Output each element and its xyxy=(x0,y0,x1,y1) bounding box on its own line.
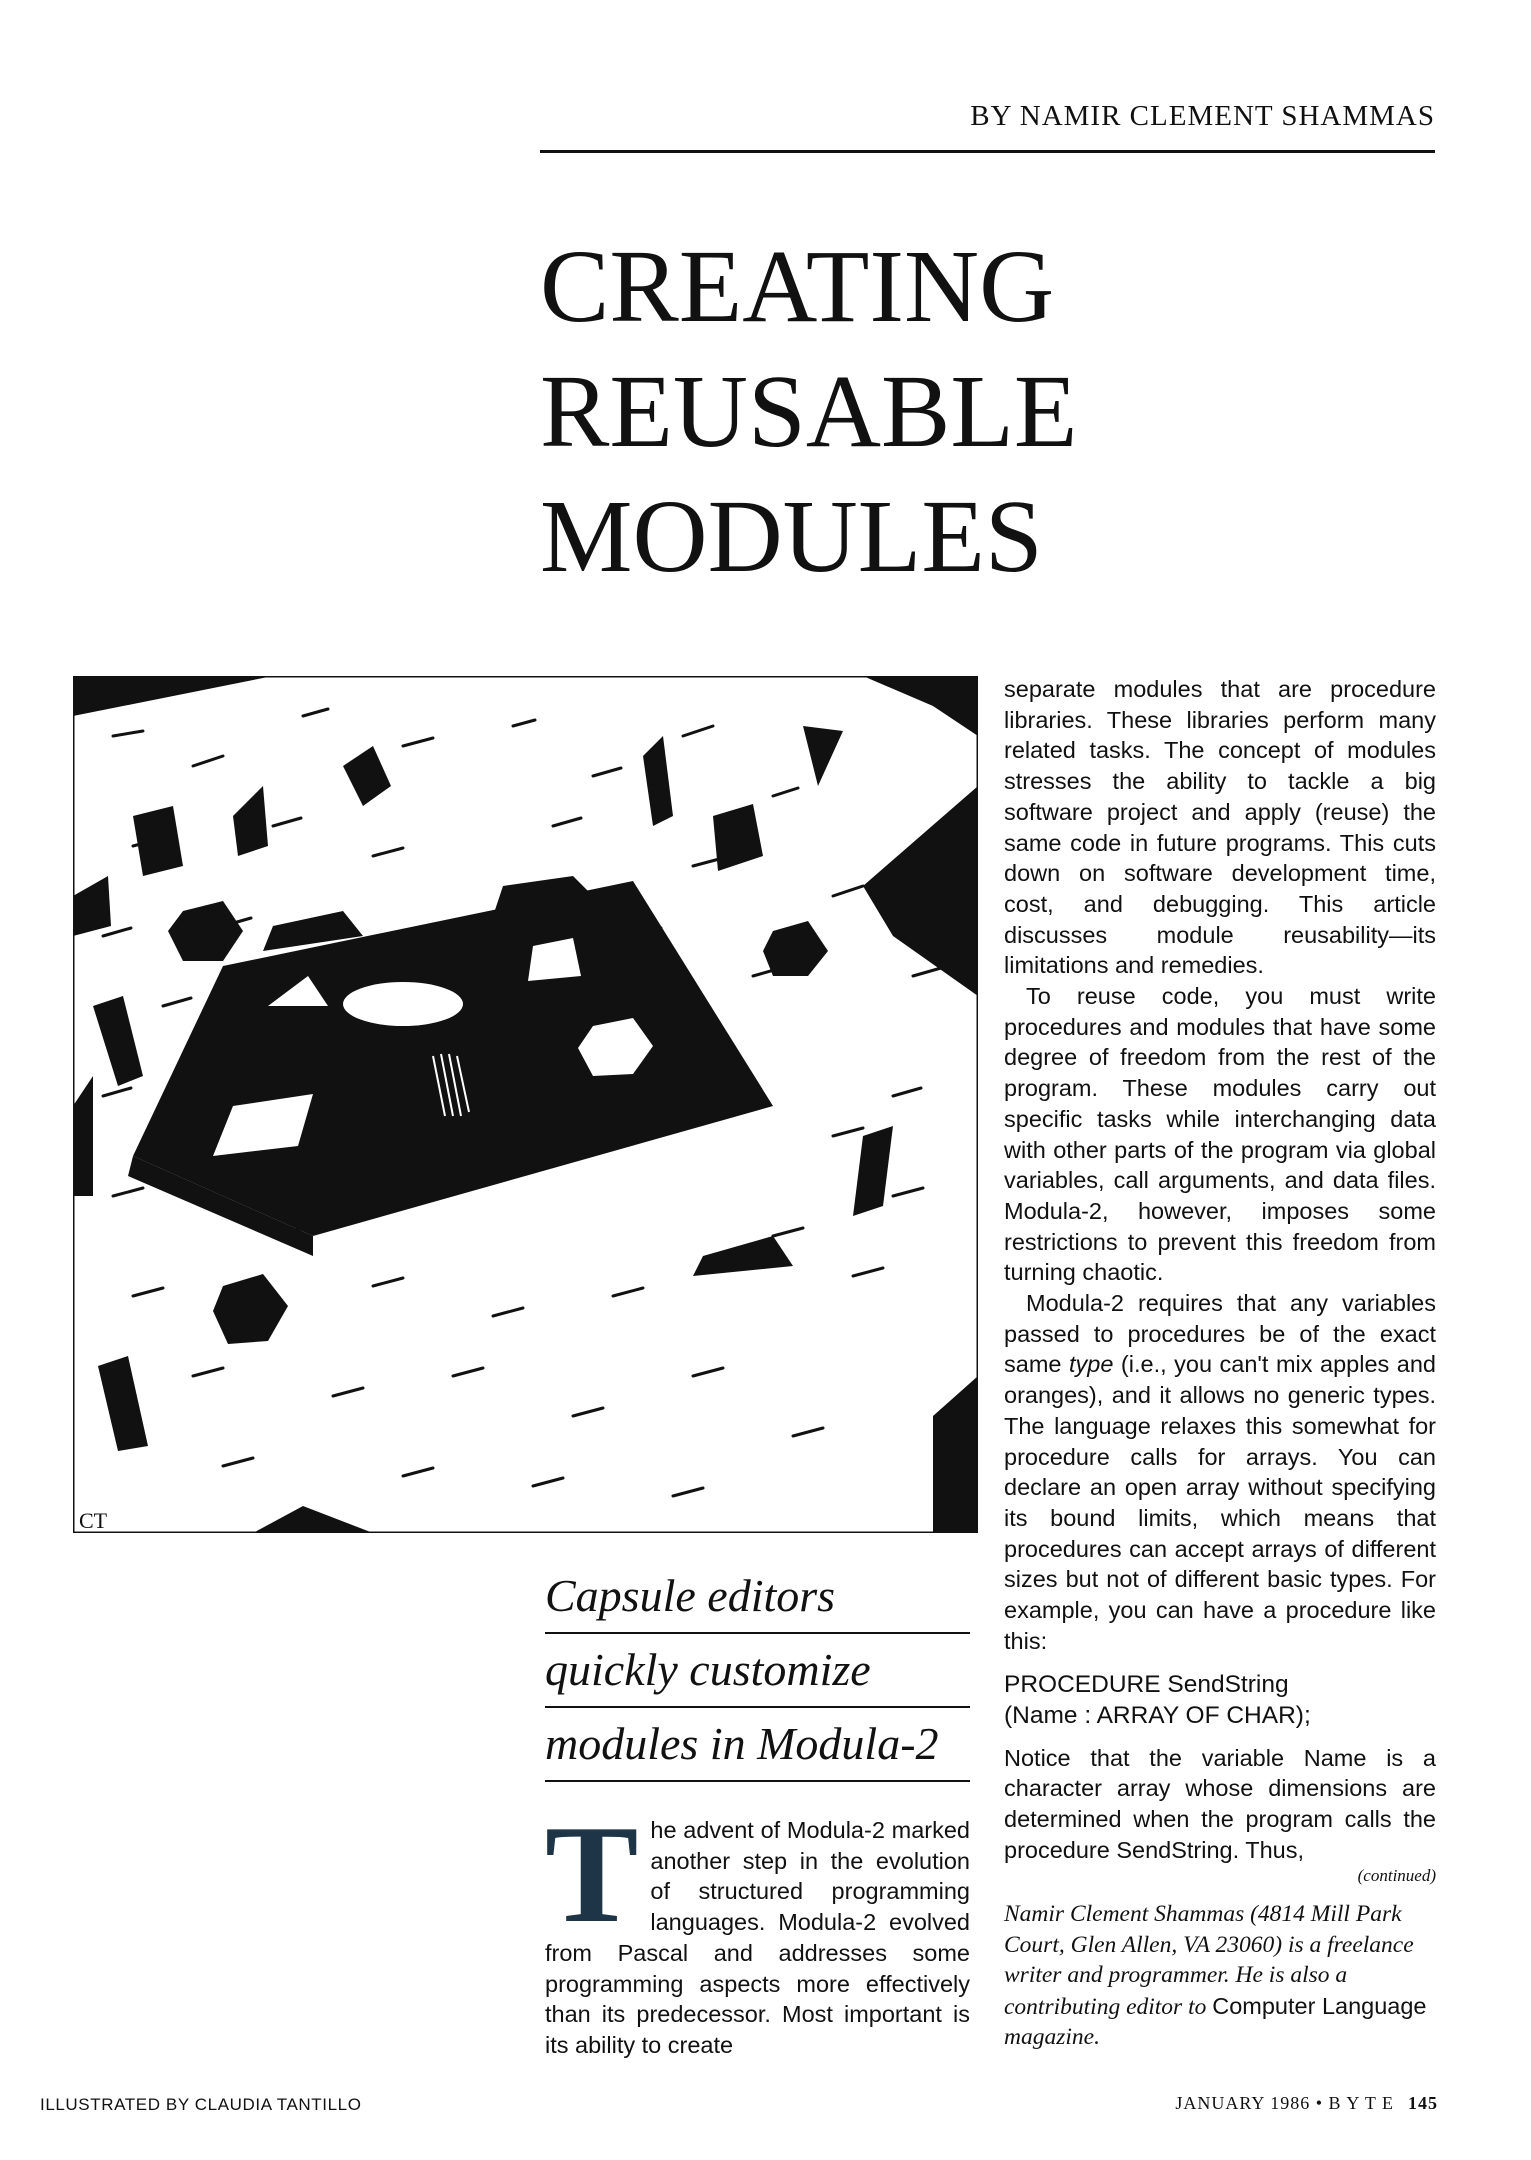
issue-date: JANUARY 1986 • B Y T E xyxy=(1175,2093,1394,2113)
bio-part-a: Namir Clement Shammas (4814 Mill Park Court, Glen Allen, VA 23060) is a freelance writer and programmer. He is also a contributing editor to xyxy=(1004,1901,1414,2020)
paragraph-3-part-a: Modula-2 requires that any variables passed to procedures be of the exact same xyxy=(1004,1290,1436,1378)
deck xyxy=(545,1560,970,1782)
body-column-right xyxy=(1004,674,1436,2053)
emphasis-type: type xyxy=(1068,1351,1114,1378)
title-line-2: REUSABLE xyxy=(540,353,1078,469)
body-left-text: he advent of Modula-2 marked another step in the evolution of structured programming languages. Modula-2 evolved from Pascal and addresses some programming aspects more effectively than its predecessor. Most important is its ability to create xyxy=(545,1817,970,2058)
illustration-credit: ILLUSTRATED BY CLAUDIA TANTILLO xyxy=(40,2095,362,2114)
illustrator-signature: CT xyxy=(79,1508,108,1533)
continued-label: (continued) xyxy=(1357,1866,1436,1886)
code-listing xyxy=(1004,1669,1436,1731)
header-rule xyxy=(540,150,1435,153)
code-line-2: (Name : ARRAY OF CHAR); xyxy=(1004,1701,1311,1729)
bio-magazine-name: Computer Language xyxy=(1212,1992,1427,2019)
title-line-1: CREATING xyxy=(540,229,1055,344)
deck-line-1: Capsule editors xyxy=(545,1560,970,1634)
author-bio xyxy=(1004,1899,1436,2053)
drop-cap: T xyxy=(545,1797,639,1952)
paragraph-3 xyxy=(1004,1288,1436,1656)
paragraph-3-part-b: (i.e., you can't mix apples and oranges), and it allows no generic types. The language relaxes this somewhat for procedure calls for arrays. You can declare an open array without specifying its bound limits, which means that procedures can accept arrays of different sizes but not of different basic types. For example, you can have a procedure like this: xyxy=(1004,1351,1436,1654)
deck-line-3: modules in Modula-2 xyxy=(545,1708,970,1782)
body-column-left xyxy=(545,1797,970,2061)
title-line-3: MODULES xyxy=(540,478,1043,594)
article-title xyxy=(540,225,1240,599)
paragraph-1: separate modules that are procedure libraries. These libraries perform many related tasks. The concept of modules stresses the ability to tackle a big software project and apply (reuse) the same code in future programs. This cuts down on software development time, cost, and debugging. This article discusses module reusability—its limitations and remedies. xyxy=(1004,676,1436,979)
deck-line-2: quickly customize xyxy=(545,1634,970,1708)
paragraph-4: Notice that the variable Name is a character array whose dimensions are determined when the program calls the procedure SendString. Thus, xyxy=(1004,1744,1436,1863)
illustration xyxy=(73,676,978,1533)
byline: BY NAMIR CLEMENT SHAMMAS xyxy=(970,100,1435,132)
folio xyxy=(1175,2093,1438,2114)
code-line-1: PROCEDURE SendString xyxy=(1004,1670,1289,1698)
page-number: 145 xyxy=(1408,2093,1438,2113)
bio-part-b: magazine. xyxy=(1004,2024,1100,2051)
paragraph-2: To reuse code, you must write procedures and modules that have some degree of freedom from the rest of the program. These modules carry out specific tasks while interchanging data with other parts of the program via global variables, call arguments, and data files. Modula-2, however, imposes some restrictions to prevent this freedom from turning chaotic. xyxy=(1004,983,1436,1286)
